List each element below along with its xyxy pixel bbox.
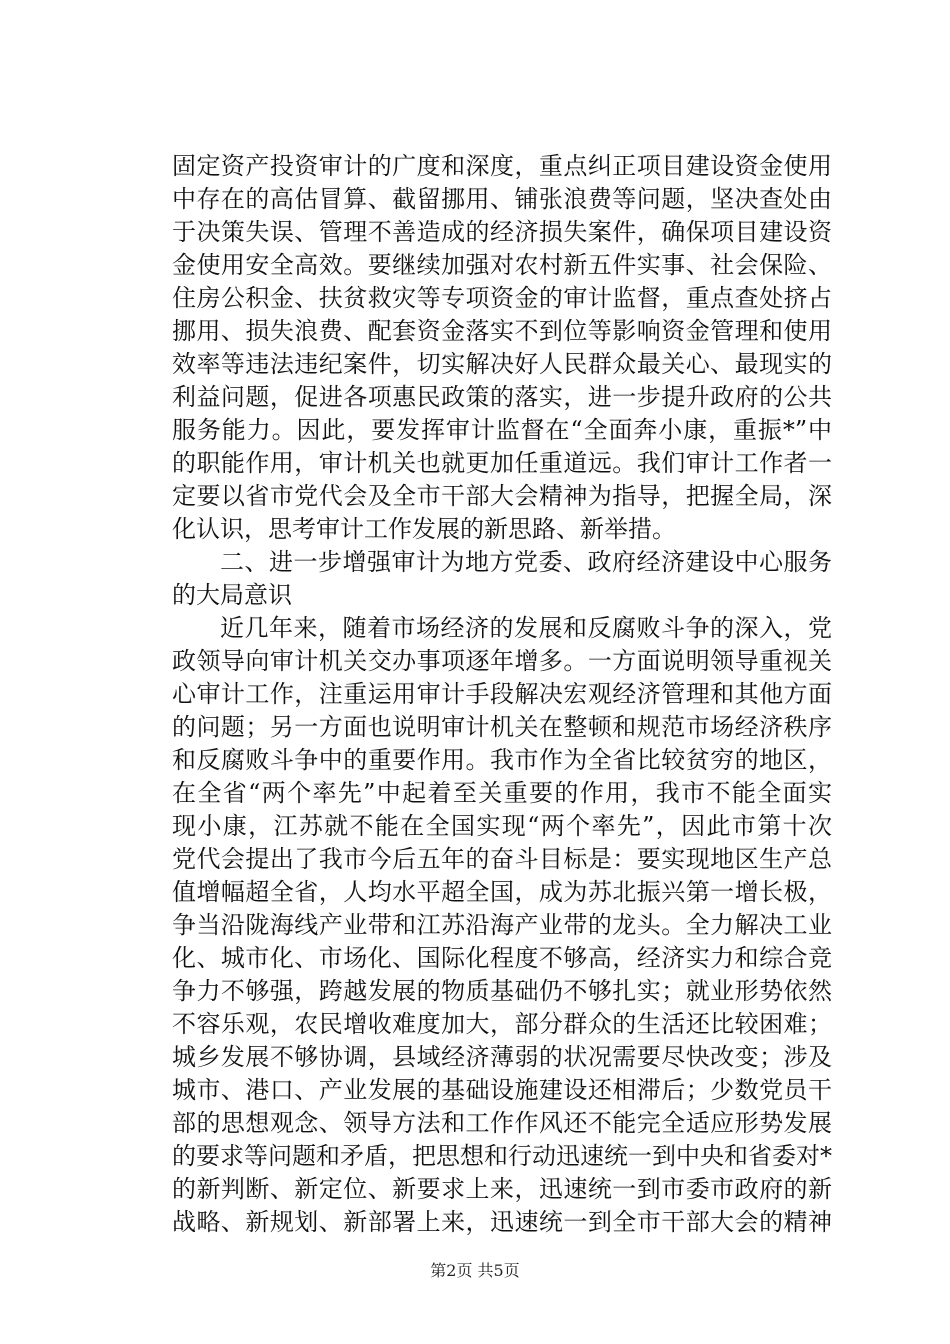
text-line: 值增幅超全省，人均水平超全国，成为苏北振兴第一增长极， (172, 878, 832, 906)
text-line: 化、城市化、市场化、国际化程度不够高，经济实力和综合竞 (172, 944, 832, 972)
text-line: 固定资产投资审计的广度和深度，重点纠正项目建设资金使用 (172, 152, 832, 180)
section-heading-line: 二、进一步增强审计为地方党委、政府经济建设中心服务 (220, 548, 832, 576)
text-line: 政领导向审计机关交办事项逐年增多。一方面说明领导重视关 (172, 647, 832, 675)
text-line: 的职能作用，审计机关也就更加任重道远。我们审计工作者一 (172, 449, 832, 477)
text-line: 住房公积金、扶贫救灾等专项资金的审计监督，重点查处挤占 (172, 284, 832, 312)
text-line: 的要求等问题和矛盾，把思想和行动迅速统一到中央和省委对* (172, 1142, 832, 1170)
text-line: 争力不够强，跨越发展的物质基础仍不够扎实；就业形势依然 (172, 977, 832, 1005)
text-line: 利益问题，促进各项惠民政策的落实，进一步提升政府的公共 (172, 383, 832, 411)
text-line: 心审计工作，注重运用审计手段解决宏观经济管理和其他方面 (172, 680, 832, 708)
text-line: 近几年来，随着市场经济的发展和反腐败斗争的深入，党 (220, 614, 832, 642)
text-line: 不容乐观，农民增收难度加大，部分群众的生活还比较困难； (172, 1010, 832, 1038)
page-indicator: 第2页 共5页 (430, 1261, 520, 1280)
text-line: 服务能力。因此，要发挥审计监督在“全面奔小康，重振*”中 (172, 416, 832, 444)
text-line: 的新判断、新定位、新要求上来，迅速统一到市委市政府的新 (172, 1175, 832, 1203)
body-text (172, 150, 832, 1239)
text-line: 化认识，思考审计工作发展的新思路、新举措。 (172, 515, 676, 543)
text-line: 争当沿陇海线产业带和江苏沿海产业带的龙头。全力解决工业 (172, 911, 832, 939)
text-line: 效率等违法违纪案件，切实解决好人民群众最关心、最现实的 (172, 350, 832, 378)
page-footer (0, 1260, 950, 1282)
text-line: 部的思想观念、领导方法和工作作风还不能完全适应形势发展 (172, 1109, 832, 1137)
section-heading-line: 的大局意识 (172, 581, 292, 609)
text-line: 党代会提出了我市今后五年的奋斗目标是：要实现地区生产总 (172, 845, 832, 873)
text-line: 于决策失误、管理不善造成的经济损失案件，确保项目建设资 (172, 218, 832, 246)
text-line: 在全省“两个率先”中起着至关重要的作用，我市不能全面实 (172, 779, 832, 807)
text-line: 现小康，江苏就不能在全国实现“两个率先”，因此市第十次 (172, 812, 832, 840)
text-line: 和反腐败斗争中的重要作用。我市作为全省比较贫穷的地区， (172, 746, 832, 774)
text-line: 城市、港口、产业发展的基础设施建设还相滞后；少数党员干 (172, 1076, 832, 1104)
text-line: 中存在的高估冒算、截留挪用、铺张浪费等问题，坚决查处由 (172, 185, 832, 213)
text-line: 挪用、损失浪费、配套资金落实不到位等影响资金管理和使用 (172, 317, 832, 345)
text-line: 战略、新规划、新部署上来，迅速统一到全市干部大会的精神 (172, 1208, 832, 1236)
text-line: 城乡发展不够协调，县域经济薄弱的状况需要尽快改变；涉及 (172, 1043, 832, 1071)
text-line: 的问题；另一方面也说明审计机关在整顿和规范市场经济秩序 (172, 713, 832, 741)
text-line: 金使用安全高效。要继续加强对农村新五件实事、社会保险、 (172, 251, 832, 279)
text-line: 定要以省市党代会及全市干部大会精神为指导，把握全局，深 (172, 482, 832, 510)
